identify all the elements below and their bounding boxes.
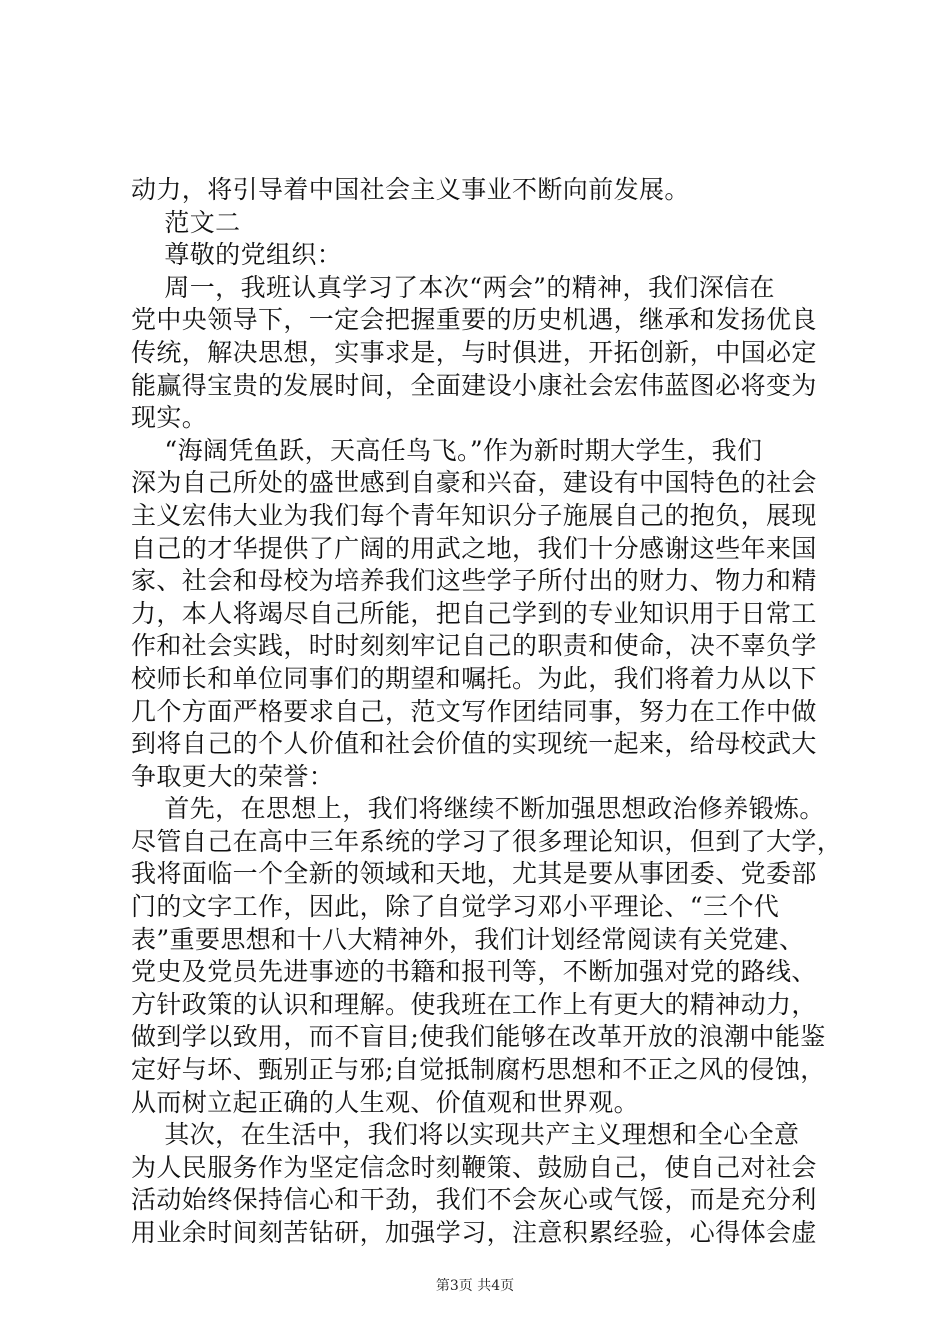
text-line: “海阔凭鱼跃，天高任鸟飞。”作为新时期大学生，我们 bbox=[131, 435, 763, 465]
text-line: 校师长和单位同事们的期望和嘱托。为此，我们将着力从以下 bbox=[131, 663, 817, 693]
text-line: 现实。 bbox=[131, 403, 208, 433]
text-line: 尽管自己在高中三年系统的学习了很多理论知识，但到了大学， bbox=[131, 826, 843, 856]
text-line: 其次，在生活中，我们将以实现共产主义理想和全心全意 bbox=[131, 1120, 800, 1150]
text-line: 周一，我班认真学习了本次“两会”的精神，我们深信在 bbox=[131, 272, 775, 302]
text-line: 传统，解决思想，实事求是，与时俱进，开拓创新，中国必定 bbox=[131, 337, 817, 367]
text-line: 从而树立起正确的人生观、价值观和世界观。 bbox=[131, 1087, 640, 1117]
text-line: 活动始终保持信心和干劲，我们不会灰心或气馁，而是充分利 bbox=[131, 1185, 817, 1215]
section-heading: 范文二 bbox=[131, 207, 241, 237]
text-line: 争取更大的荣誉： bbox=[131, 761, 335, 791]
text-line: 动力，将引导着中国社会主义事业不断向前发展。 bbox=[131, 175, 690, 204]
text-line: 主义宏伟大业为我们每个青年知识分子施展自己的抱负，展现 bbox=[131, 500, 817, 530]
text-line: 我将面临一个全新的领域和天地，尤其是要从事团委、党委部 bbox=[131, 859, 817, 889]
text-line: 能赢得宝贵的发展时间，全面建设小康社会宏伟蓝图必将变为 bbox=[131, 370, 817, 400]
text-line: 党史及党员先进事迹的书籍和报刊等，不断加强对党的路线、 bbox=[131, 957, 817, 987]
text-line: 用业余时间刻苦钻研，加强学习，注意积累经验，心得体会虚 bbox=[131, 1218, 817, 1247]
text-line: 做到学以致用，而不盲目;使我们能够在改革开放的浪潮中能鉴 bbox=[131, 1022, 826, 1052]
text-line: 家、社会和母校为培养我们这些学子所付出的财力、物力和精 bbox=[131, 566, 817, 596]
text-line: 表”重要思想和十八大精神外，我们计划经常阅读有关党建、 bbox=[131, 924, 805, 954]
text-line: 党中央领导下，一定会把握重要的历史机遇，继承和发扬优良 bbox=[131, 305, 817, 335]
text-line: 深为自己所处的盛世感到自豪和兴奋，建设有中国特色的社会 bbox=[131, 468, 817, 498]
text-line: 门的文字工作，因此，除了自觉学习邓小平理论、“三个代 bbox=[131, 892, 780, 922]
text-line: 到将自己的个人价值和社会价值的实现统一起来，给母校武大 bbox=[131, 729, 817, 759]
text-line: 自己的才华提供了广阔的用武之地，我们十分感谢这些年来国 bbox=[131, 533, 817, 563]
document-body bbox=[131, 174, 843, 1250]
text-line: 为人民服务作为坚定信念时刻鞭策、鼓励自己，使自己对社会 bbox=[131, 1152, 817, 1182]
salutation: 尊敬的党组织： bbox=[131, 240, 343, 270]
text-line: 方针政策的认识和理解。使我班在工作上有更大的精神动力， bbox=[131, 989, 817, 1019]
text-line: 定好与坏、甄别正与邪;自觉抵制腐朽思想和不正之风的侵蚀， bbox=[131, 1055, 826, 1085]
page-number-footer: 第3页 共4页 bbox=[435, 1278, 515, 1294]
text-line: 力，本人将竭尽自己所能，把自己学到的专业知识用于日常工 bbox=[131, 598, 817, 628]
text-line: 几个方面严格要求自己，范文写作团结同事，努力在工作中做 bbox=[131, 696, 817, 726]
text-line: 作和社会实践，时时刻刻牢记自己的职责和使命，决不辜负学 bbox=[131, 631, 817, 661]
text-line: 首先，在思想上，我们将继续不断加强思想政治修养锻炼。 bbox=[131, 794, 825, 824]
